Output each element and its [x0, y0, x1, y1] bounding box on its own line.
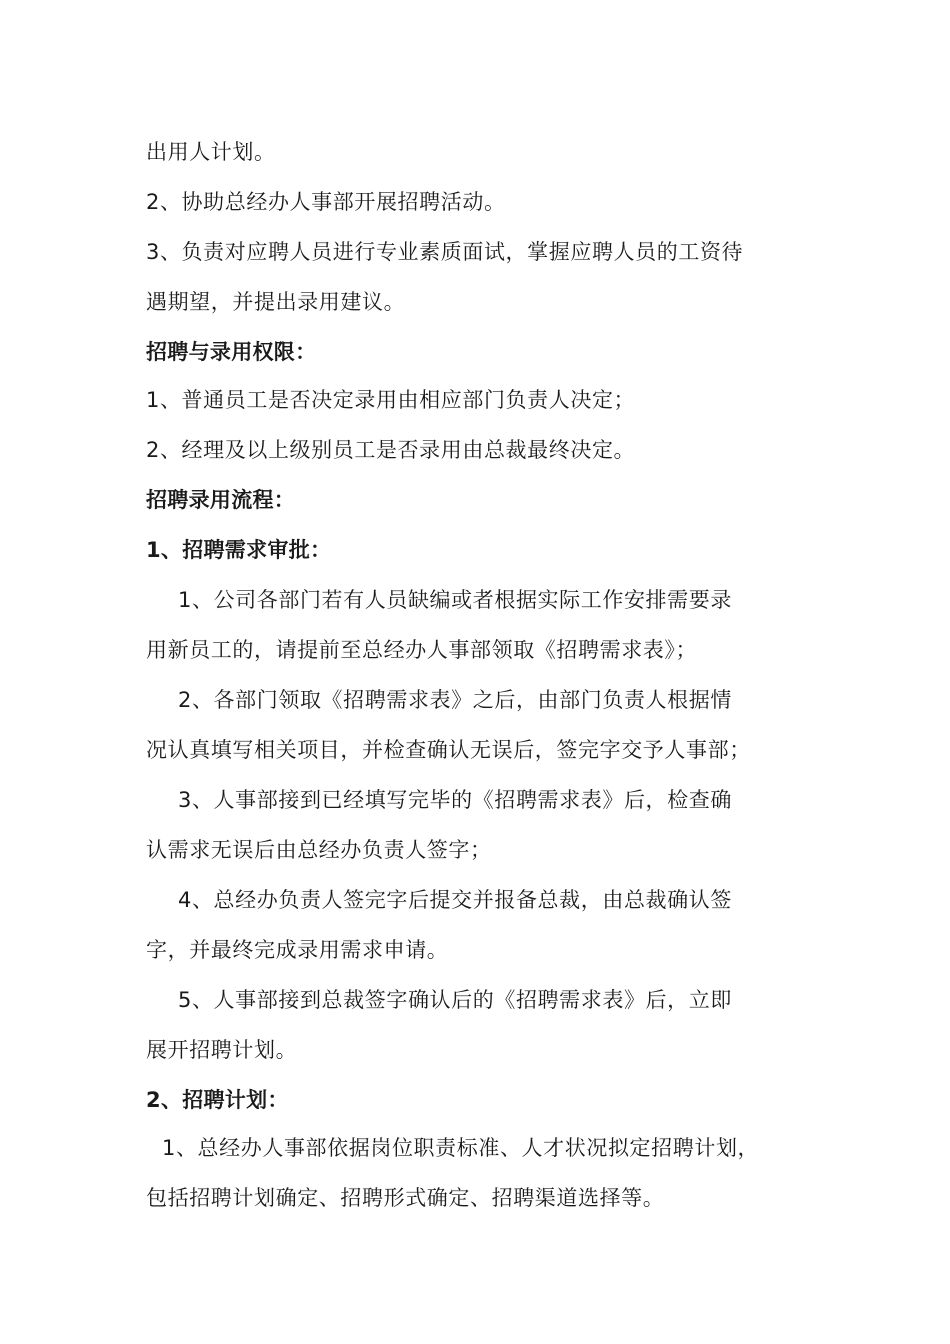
paragraph-line: 2、协助总经办人事部开展招聘活动。	[146, 190, 506, 214]
paragraph-line: 2、各部门领取《招聘需求表》之后，由部门负责人根据情	[178, 688, 732, 712]
paragraph-line: 2、经理及以上级别员工是否录用由总裁最终决定。	[146, 438, 636, 462]
section-heading: 招聘与录用权限：	[146, 340, 317, 364]
paragraph-line: 3、负责对应聘人员进行专业素质面试，掌握应聘人员的工资待	[146, 240, 744, 264]
subsection-heading: 1、招聘需求审批：	[146, 538, 332, 562]
paragraph-line: 1、普通员工是否决定录用由相应部门负责人决定；	[146, 388, 636, 412]
section-heading: 招聘录用流程：	[146, 488, 296, 512]
paragraph-line: 展开招聘计划。	[146, 1038, 298, 1062]
paragraph-line: 包括招聘计划确定、招聘形式确定、招聘渠道选择等。	[146, 1186, 665, 1210]
paragraph-line: 5、人事部接到总裁签字确认后的《招聘需求表》后，立即	[178, 988, 732, 1012]
paragraph-line: 1、总经办人事部依据岗位职责标准、人才状况拟定招聘计划，	[162, 1136, 760, 1160]
paragraph-line: 4、总经办负责人签完字后提交并报备总裁，由总裁确认签	[178, 888, 732, 912]
paragraph-line: 况认真填写相关项目，并检查确认无误后，签完字交予人事部；	[146, 738, 751, 762]
paragraph-line: 出用人计划。	[146, 140, 276, 164]
paragraph-line: 遇期望，并提出录用建议。	[146, 290, 406, 314]
paragraph-line: 认需求无误后由总经办负责人签字；	[146, 838, 492, 862]
paragraph-line: 字，并最终完成录用需求申请。	[146, 938, 449, 962]
paragraph-line: 1、公司各部门若有人员缺编或者根据实际工作安排需要录	[178, 588, 732, 612]
paragraph-line: 3、人事部接到已经填写完毕的《招聘需求表》后，检查确	[178, 788, 732, 812]
paragraph-line: 用新员工的，请提前至总经办人事部领取《招聘需求表》；	[146, 638, 698, 662]
subsection-heading: 2、招聘计划：	[146, 1088, 289, 1112]
